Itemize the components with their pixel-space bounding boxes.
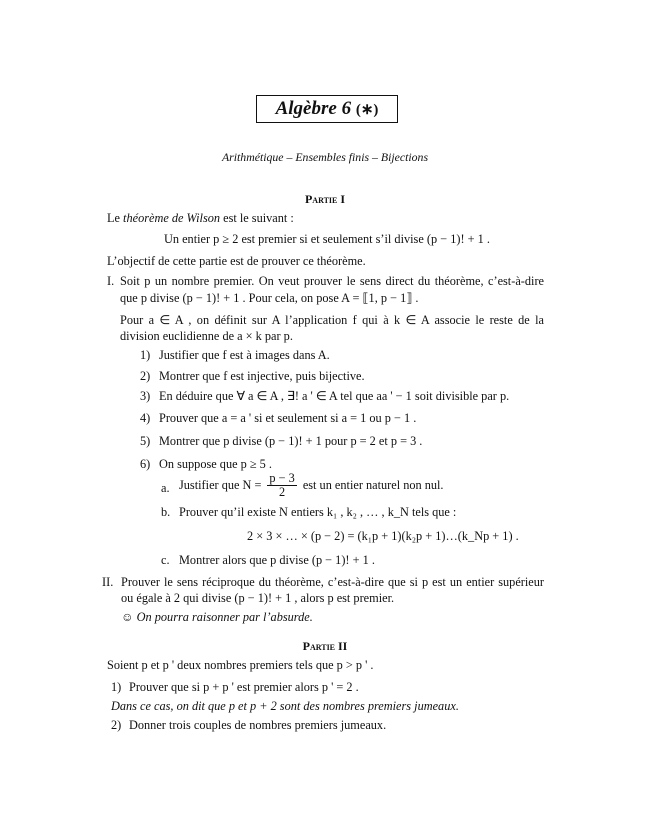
section-I-line2: que p divise (p − 1)! + 1 . Pour cela, on pose A = ⟦1, p − 1⟧ . xyxy=(120,291,419,305)
question-5-num: 5) xyxy=(140,434,151,448)
sub-c: Montrer alors que p divise (p − 1)! + 1 . xyxy=(179,553,375,567)
p2-question-2-num: 2) xyxy=(111,718,122,732)
objective: L’objectif de cette partie est de prouver ce théorème. xyxy=(107,254,366,268)
question-2-num: 2) xyxy=(140,369,151,383)
hint-text: On pourra raisonner par l’absurde. xyxy=(136,610,313,624)
sub-b-label: b. xyxy=(161,505,171,519)
sub-a xyxy=(179,472,444,499)
section-II-line1: Prouver le sens réciproque du théorème, c’est-à-dire que si p est un entier supérieur xyxy=(121,575,544,589)
question-4: Prouver que a = a ' si et seulement si a = 1 ou p − 1 . xyxy=(159,411,417,425)
partie-1-heading: Partie I xyxy=(304,192,346,206)
question-2: Montrer que f est injective, puis bijective. xyxy=(159,369,365,383)
wilson-term: théorème de Wilson xyxy=(123,211,221,225)
difficulty-star: (∗) xyxy=(355,102,379,118)
document-title xyxy=(256,95,398,123)
section-I-line1: Soit p un nombre premier. On veut prouver le sens direct du théorème, c’est-à-dire xyxy=(120,274,544,288)
sub-a-pre: Justifier que N = xyxy=(179,478,262,492)
sub-b: Prouver qu’il existe N entiers k₁ , k₂ , … , k_N tels que : xyxy=(179,505,457,519)
question-3-num: 3) xyxy=(140,389,151,403)
partie-2-heading: Partie II xyxy=(302,639,348,653)
sub-a-label: a. xyxy=(161,481,170,495)
p2-question-2: Donner trois couples de nombres premiers jumeaux. xyxy=(129,718,387,732)
p2-question-1-num: 1) xyxy=(111,680,122,694)
sub-a-post: est un entier naturel non nul. xyxy=(302,478,444,492)
question-3: En déduire que ∀ a ∈ A , ∃! a ' ∈ A tel que aa ' − 1 soit divisible par p. xyxy=(159,389,510,403)
question-4-num: 4) xyxy=(140,411,151,425)
hint xyxy=(121,610,313,625)
section-II-line2: ou égale à 2 qui divise (p − 1)! + 1 , alors p est premier. xyxy=(121,591,395,605)
intro-text-end: est le suivant : xyxy=(220,211,294,225)
fraction-numerator: p − 3 xyxy=(269,471,295,485)
question-6-num: 6) xyxy=(140,457,151,471)
wilson-intro xyxy=(107,211,294,226)
section-I-line4: division euclidienne de a × k par p. xyxy=(120,329,293,343)
section-I-line3: Pour a ∈ A , on définit sur A l’application f qui à k ∈ A associe le reste de la xyxy=(120,313,544,327)
wilson-theorem: Un entier p ≥ 2 est premier si et seulement s’il divise (p − 1)! + 1 . xyxy=(164,232,490,246)
question-1-num: 1) xyxy=(140,348,151,362)
section-II-label: II. xyxy=(102,575,114,589)
sub-c-label: c. xyxy=(161,553,170,567)
p2-question-1: Prouver que si p + p ' est premier alors p ' = 2 . xyxy=(129,680,359,694)
fraction-denominator: 2 xyxy=(279,485,286,499)
twin-primes-remark: Dans ce cas, on dit que p et p + 2 sont des nombres premiers jumeaux. xyxy=(111,699,459,713)
title-text: Algèbre 6 xyxy=(275,98,352,119)
section-I-label: I. xyxy=(107,274,115,288)
smiley-icon: ☺ xyxy=(121,610,134,624)
question-5: Montrer que p divise (p − 1)! + 1 pour p = 2 et p = 3 . xyxy=(159,434,423,448)
question-1: Justifier que f est à images dans A. xyxy=(159,348,330,362)
intro-text: Le xyxy=(107,211,124,225)
sub-b-formula: 2 × 3 × … × (p − 2) = (k₁p + 1)(k₂p + 1)…(k_Np + 1) . xyxy=(247,529,519,543)
fraction xyxy=(267,472,296,499)
partie-2-intro: Soient p et p ' deux nombres premiers tels que p > p ' . xyxy=(107,658,374,672)
question-6: On suppose que p ≥ 5 . xyxy=(159,457,272,471)
document-subtitle: Arithmétique – Ensembles finis – Bijections xyxy=(221,150,429,164)
